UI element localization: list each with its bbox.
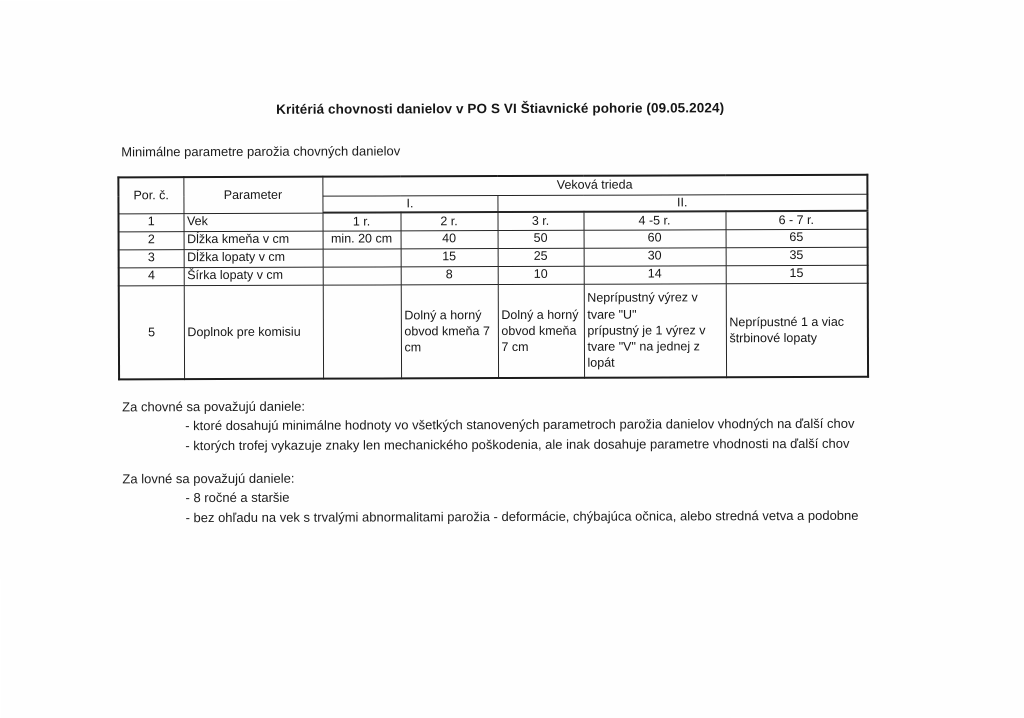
header-vekova-trieda: Veková trieda xyxy=(322,175,867,196)
row-4-parameter: Šírka lopaty v cm xyxy=(184,267,323,285)
table-row-doplnok xyxy=(119,283,868,380)
row-1-value-3: 3 r. xyxy=(497,212,583,230)
row-3-value-5: 35 xyxy=(726,247,868,265)
note-lovne-heading: Za lovné sa považujú daniele: xyxy=(122,470,295,487)
header-age-class-i: I. xyxy=(322,195,497,213)
row-1-parameter: Vek xyxy=(183,213,322,231)
row-2-parameter: Dĺžka kmeňa v cm xyxy=(184,231,323,249)
note-chovne-item-1: - ktoré dosahujú minimálne hodnoty vo všetkých stanovených parametroch parožia danielov vhodných na ďalší chov xyxy=(185,415,855,434)
header-age-class-ii: II. xyxy=(497,194,867,212)
row-2-value-5: 65 xyxy=(726,229,868,247)
row-2-value-1: min. 20 cm xyxy=(323,231,401,249)
row-3-parameter: Dĺžka lopaty v cm xyxy=(184,249,323,267)
row-3-value-1 xyxy=(323,249,401,267)
row-5-value-1 xyxy=(323,285,401,379)
row-2-value-2: 40 xyxy=(401,230,498,248)
row-3-value-2: 15 xyxy=(401,248,498,266)
row-2-value-3: 50 xyxy=(498,230,584,248)
row-4-value-3: 10 xyxy=(498,266,584,284)
row-3-num: 3 xyxy=(119,249,184,267)
row-5-num: 5 xyxy=(119,285,184,379)
row-5-parameter: Doplnok pre komisiu xyxy=(184,285,323,379)
row-1-num: 1 xyxy=(118,213,183,231)
row-3-value-4: 30 xyxy=(584,247,726,265)
note-chovne-item-2: - ktorých trofej vykazuje znaky len mechanického poškodenia, ale inak dosahuje parametre vhodnosti na ďalší chov xyxy=(185,435,850,454)
row-5-value-5: Neprípustné 1 a viac štrbinové lopaty xyxy=(726,283,868,377)
row-2-num: 2 xyxy=(119,231,184,249)
row-4-value-2: 8 xyxy=(401,266,498,284)
note-chovne-heading: Za chovné sa považujú daniele: xyxy=(122,398,306,415)
row-5-value-2: Dolný a horný obvod kmeňa 7 cm xyxy=(401,284,498,378)
row-4-value-5: 15 xyxy=(726,265,868,283)
document-title: Kritériá chovnosti danielov v PO S VI Štiavnické pohorie (09.05.2024) xyxy=(276,100,725,117)
table-header-row-1 xyxy=(118,175,867,197)
row-1-value-5: 6 - 7 r. xyxy=(725,211,867,229)
row-1-value-4: 4 -5 r. xyxy=(583,211,725,229)
note-lovne-item-1: - 8 ročné a staršie xyxy=(185,489,290,506)
row-4-value-1 xyxy=(323,267,401,285)
row-4-num: 4 xyxy=(119,267,184,285)
row-1-value-1: 1 r. xyxy=(322,213,400,231)
criteria-table xyxy=(117,174,869,381)
row-4-value-4: 14 xyxy=(584,265,726,283)
header-parameter: Parameter xyxy=(183,177,322,214)
header-por-c: Por. č. xyxy=(118,177,183,213)
row-2-value-4: 60 xyxy=(584,229,726,247)
row-5-value-3: Dolný a horný obvod kmeňa 7 cm xyxy=(498,284,584,378)
row-3-value-3: 25 xyxy=(498,248,584,266)
note-lovne-item-2: - bez ohľadu na vek s trvalými abnormalitami parožia - deformácie, chýbajúca očnica, alebo stredná vetva a podobne xyxy=(185,507,859,526)
row-1-value-2: 2 r. xyxy=(400,212,497,230)
row-5-value-4: Neprípustný výrez v tvare "U" prípustný je 1 výrez v tvare "V" na jednej z lopát xyxy=(584,283,726,377)
document-subtitle: Minimálne parametre parožia chovných danielov xyxy=(121,143,401,160)
